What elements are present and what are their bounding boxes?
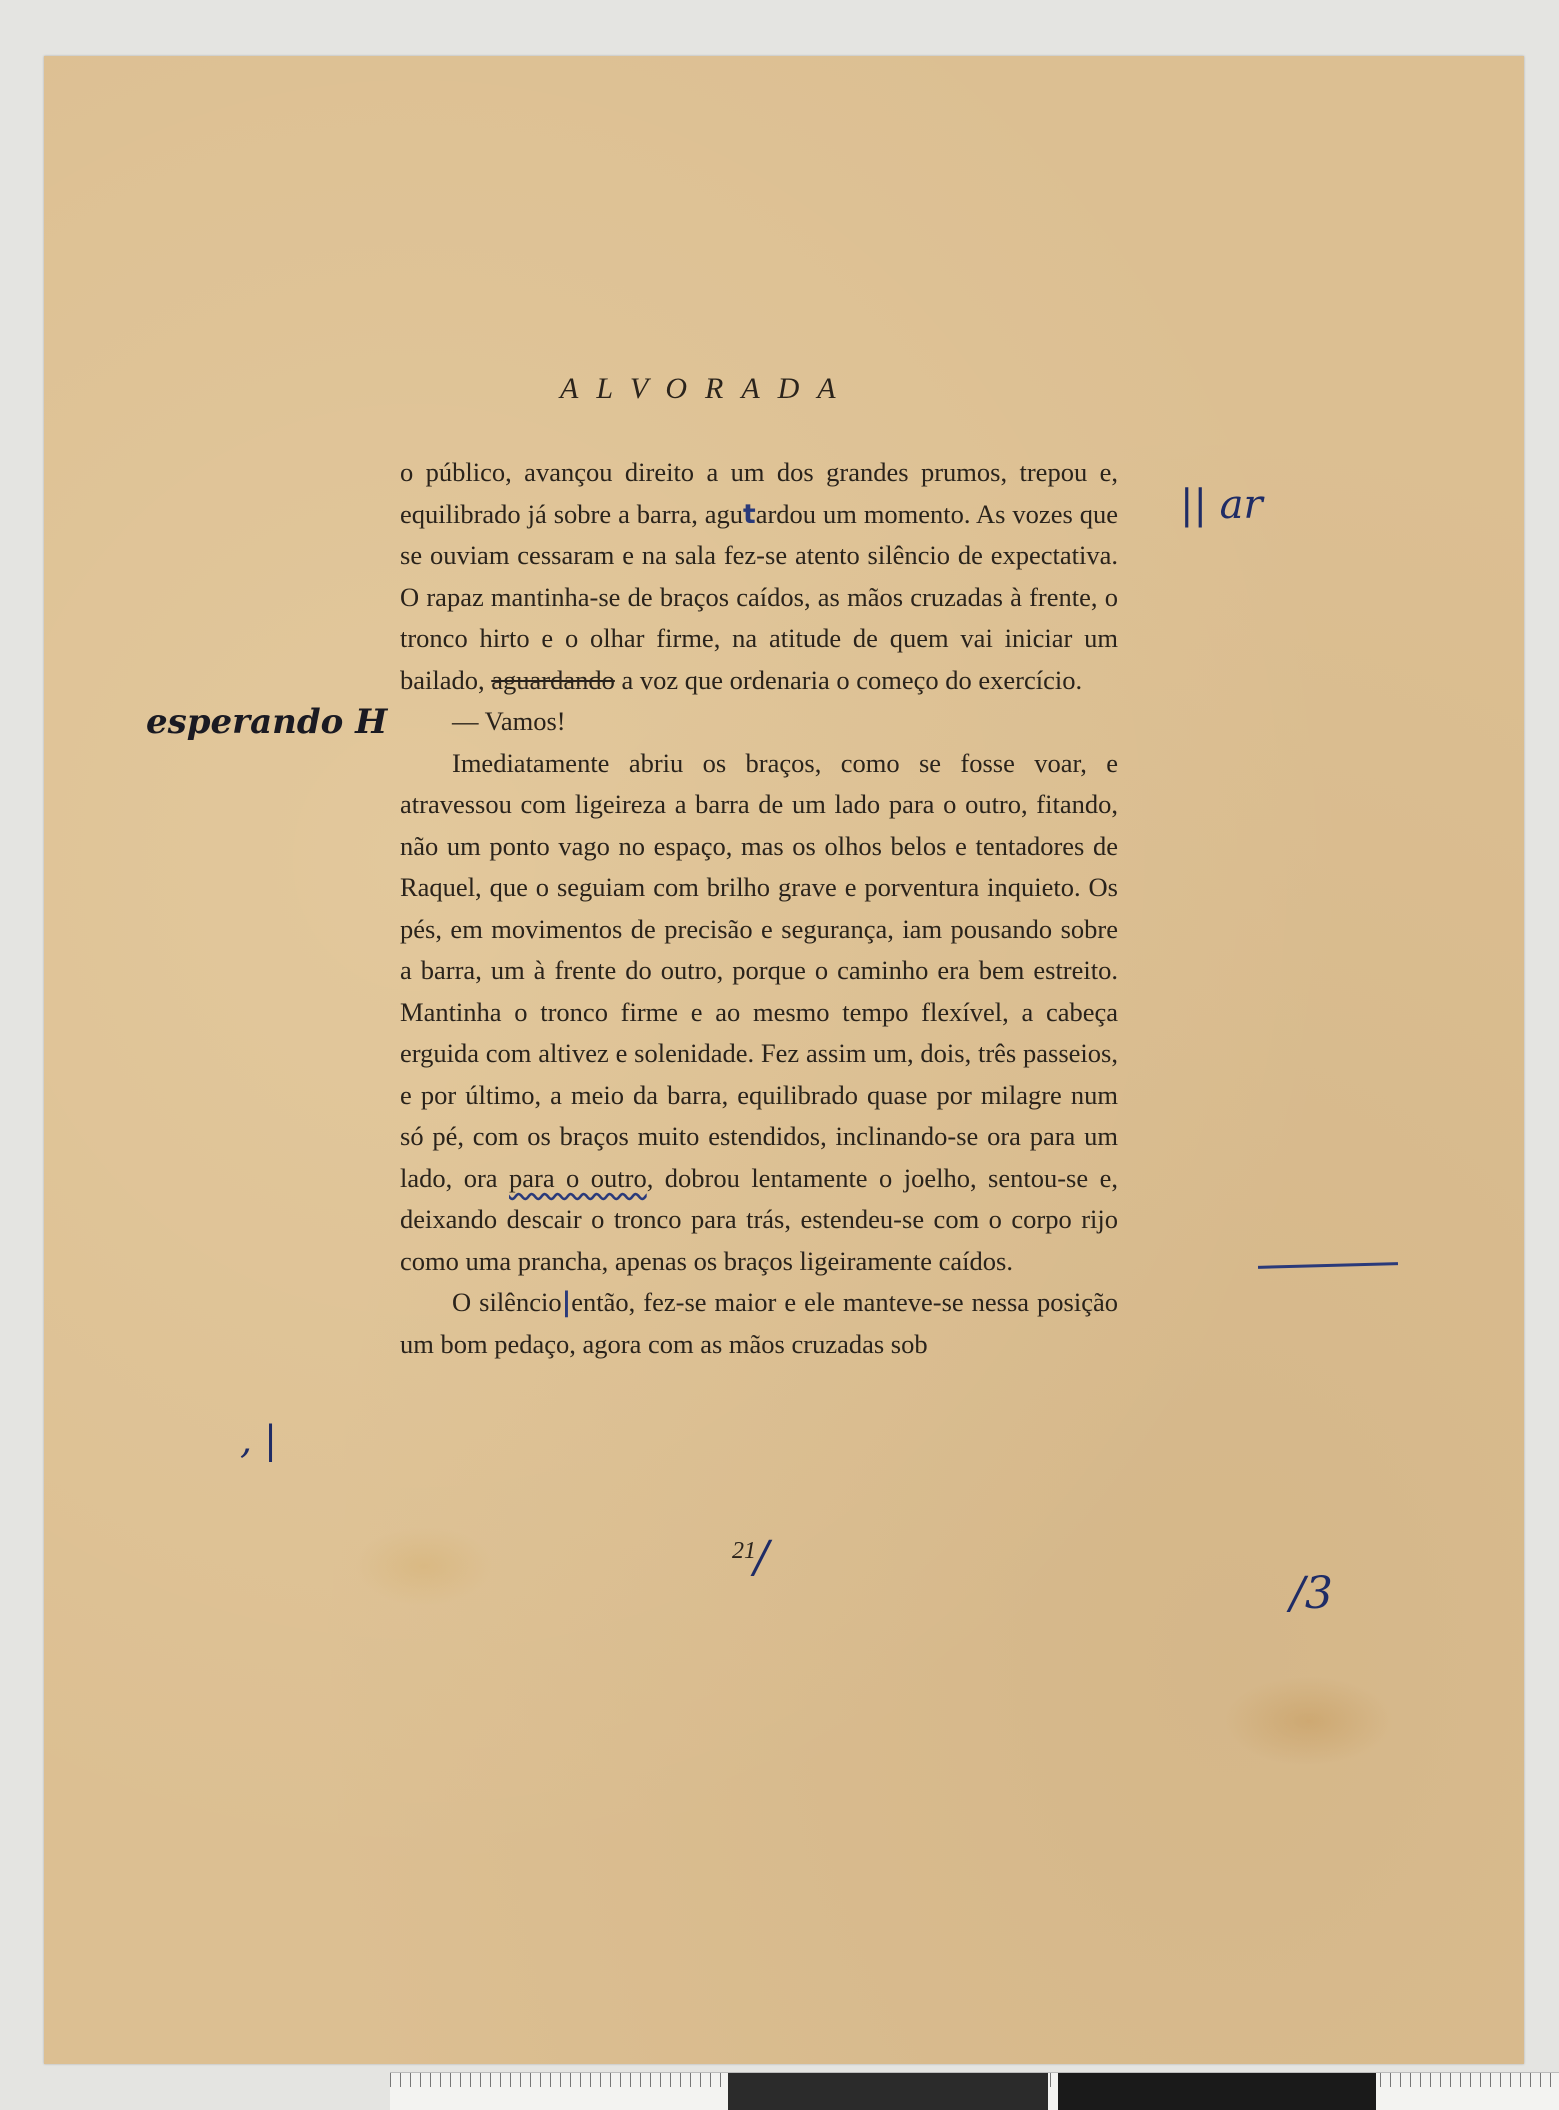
ruler-block xyxy=(728,2073,1048,2110)
text-run: o público, avançou direito a um dos grandes prumos, trepou e, equilibrado já sobre a barra, agu xyxy=(400,457,1118,529)
handwritten-mark: / xyxy=(754,1532,769,1583)
paragraph: — Vamos! xyxy=(452,706,566,736)
text-run: ardou um momento. As vozes que se ouviam cessaram e na sala fez-se atento silêncio de expectativa. O rapaz mantinha-se de braços caídos, as mãos cruzadas à frente, o tronco hirto e o olhar firme, na atitude de quem vai iniciar um bailado, xyxy=(400,498,1118,695)
underlined-phrase: para o outro xyxy=(509,1162,647,1193)
paragraph xyxy=(400,1282,1118,1365)
text-run: O silêncio xyxy=(452,1287,562,1317)
paragraph xyxy=(400,743,1118,1283)
scale-ruler xyxy=(390,2072,1559,2110)
paper-stain xyxy=(1224,1676,1394,1766)
proof-insert-mark: t xyxy=(743,498,756,530)
paper-stain xyxy=(354,1526,494,1606)
handwritten-note: , | xyxy=(240,1418,277,1462)
text-run: a voz que ordenaria o começo do exercício. xyxy=(614,664,1083,695)
handwritten-note: esperando H xyxy=(146,702,388,742)
handwritten-note: /3 xyxy=(1290,1568,1333,1619)
paragraph xyxy=(400,452,1118,701)
handwritten-note: || ar xyxy=(1180,482,1263,528)
body-text xyxy=(400,452,1118,1365)
text-run: então, fez-se maior e ele manteve-se nessa posição um bom pedaço, agora com as mãos cruzadas sob xyxy=(400,1287,1119,1359)
ruler-block xyxy=(1058,2073,1376,2110)
running-head: ALVORADA xyxy=(560,372,854,405)
struck-word: aguardando xyxy=(491,664,615,695)
text-run: , dobrou lentamente o joelho, sentou-se e, deixando descair o tronco para trás, estendeu-se com o corpo rijo como uma prancha, apenas os braços ligeiramente caídos. xyxy=(400,1162,1118,1276)
text-run: Imediatamente abriu os braços, como se fosse voar, e atravessou com ligeireza a barra de um lado para o outro, fitando, não um ponto vago no espaço, mas os olhos belos e tentadores de Raquel, que o seguiam com brilho grave e porventura inquieto. Os pés, em movimentos de precisão e segurança, iam pousando sobre a barra, um à frente do outro, porque o caminho era bem estreito. Mantinha o tronco firme e ao mesmo tempo flexível, a cabeça erguida com altivez e solenidade. Fez assim um, dois, três passeios, e por último, a meio da barra, equilibrado quase por milagre num só pé, com os braços muito estendidos, inclinando-se ora para um lado, ora xyxy=(400,747,1118,1193)
proof-insert-mark: | xyxy=(561,1287,572,1318)
page-number: 21 xyxy=(732,1538,756,1564)
